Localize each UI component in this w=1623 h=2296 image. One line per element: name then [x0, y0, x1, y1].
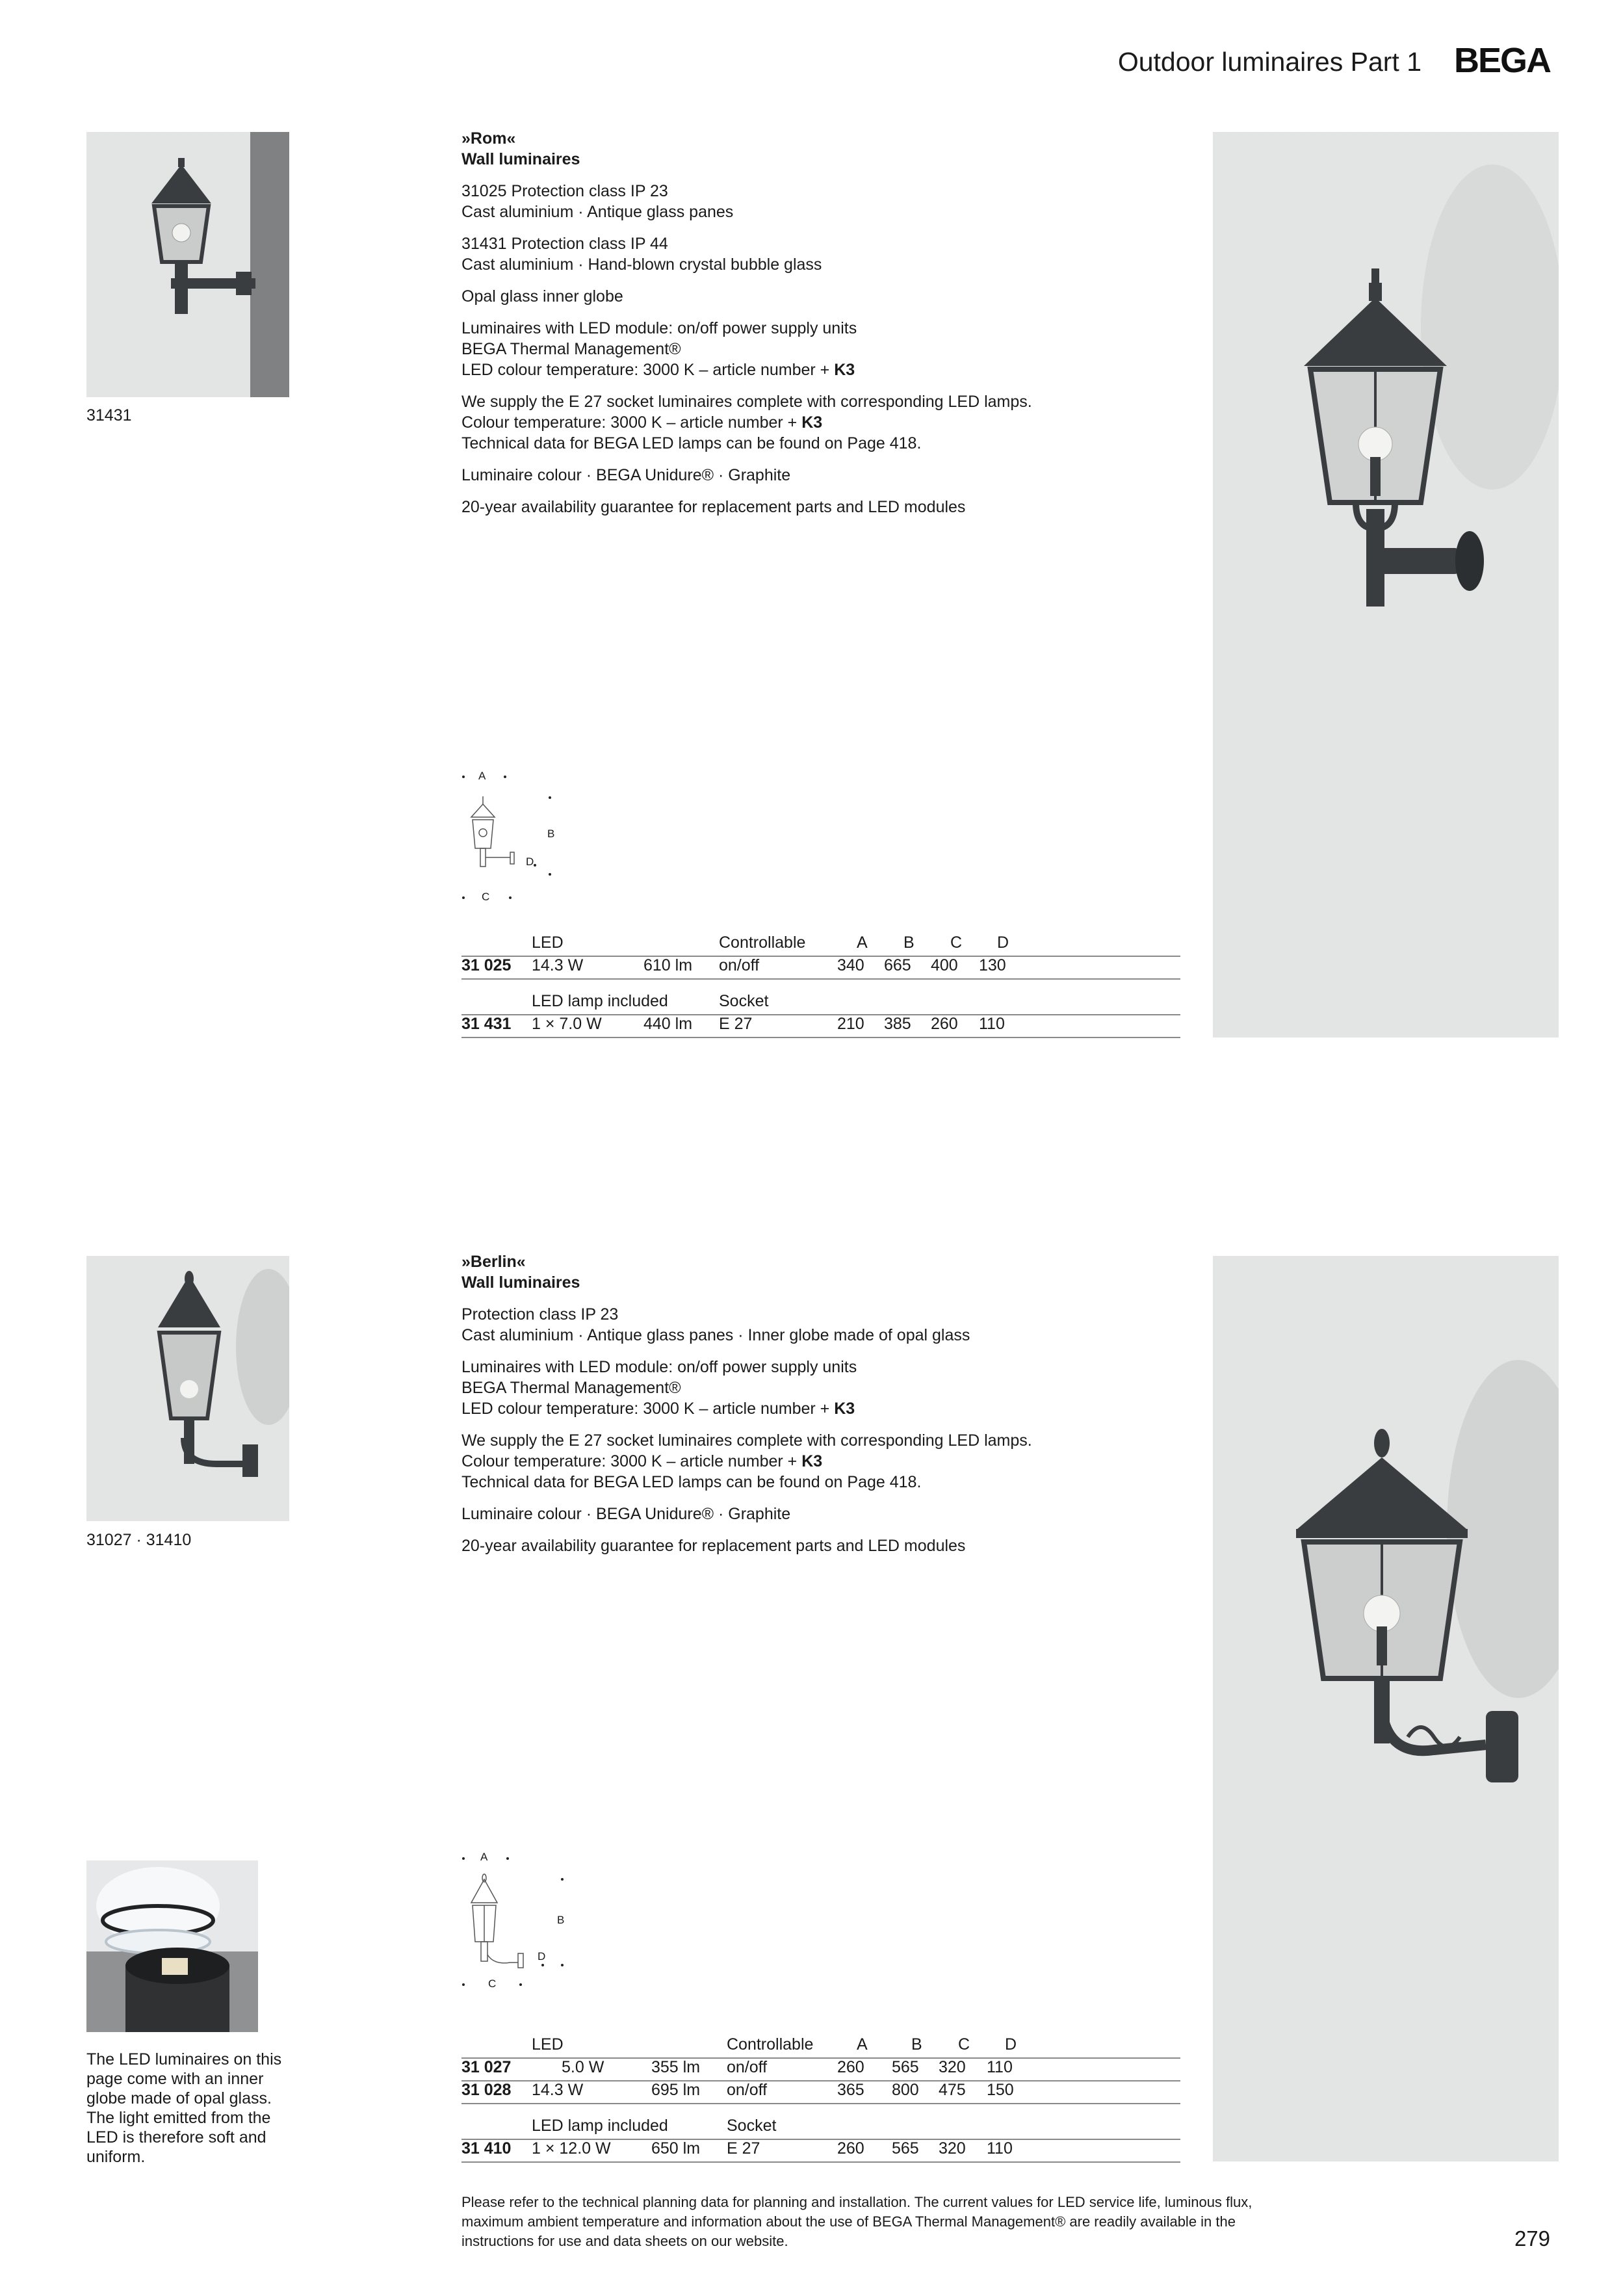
dim-d: 110 — [987, 2139, 1013, 2158]
power: 14.3 W — [532, 956, 584, 974]
controllable: on/off — [727, 2058, 768, 2076]
dim-a: 340 — [837, 956, 864, 974]
dim-c: 400 — [931, 956, 958, 974]
rom-spec-31025 — [461, 181, 1176, 222]
footer-note-line: maximum ambient temperature and information about the use of BEGA Thermal Management® are readily available in the — [461, 2213, 1236, 2230]
dim-a: 210 — [837, 1015, 864, 1033]
dim-label-d: D — [538, 1950, 546, 1963]
berlin-lamp-line: We supply the E 27 socket luminaires complete with corresponding LED lamps. — [461, 1431, 1032, 1450]
rom-thumbnail-caption: 31431 — [86, 406, 132, 424]
dim-a: 260 — [837, 2058, 864, 2076]
table-header-row — [461, 2117, 1180, 2139]
table-row — [461, 2139, 1180, 2162]
power: 5.0 W — [562, 2058, 604, 2076]
dim-b: 565 — [892, 2058, 919, 2076]
rom-led-line: Luminaires with LED module: on/off power supply units — [461, 319, 857, 337]
dim-label-d: D — [526, 855, 534, 868]
dim-label-b: B — [557, 1914, 565, 1926]
article-number: 31 028 — [461, 2081, 512, 2099]
rom-subtitle: Wall luminaires — [461, 150, 580, 168]
rom-led-line: BEGA Thermal Management® — [461, 340, 681, 358]
rom-title: »Rom« — [461, 129, 516, 148]
footer-note-line: Please refer to the technical planning data for planning and installation. The current values for LED service life, luminous flux, — [461, 2194, 1253, 2210]
dim-b: 565 — [892, 2139, 919, 2158]
rom-led-line: LED colour temperature: 3000 K – article number + K3 — [461, 361, 855, 379]
col-header-led: LED — [532, 2035, 564, 2054]
rom-spec-31431 — [461, 233, 1176, 275]
dim-label-c: C — [482, 891, 490, 903]
dim-c: 260 — [931, 1015, 958, 1033]
dim-c: 475 — [939, 2081, 966, 2099]
berlin-spec-table — [461, 2035, 1180, 2162]
table-header-row — [461, 2035, 1180, 2058]
col-header-c: C — [958, 2035, 970, 2054]
berlin-led-info — [461, 1357, 1176, 1419]
berlin-led-line: BEGA Thermal Management® — [461, 1379, 681, 1397]
table-header-row — [461, 992, 1180, 1015]
berlin-colour: Luminaire colour · BEGA Unidure® · Graphite — [461, 1505, 791, 1523]
berlin-thumbnail-photo — [86, 1256, 289, 1521]
power: 1 × 12.0 W — [532, 2139, 611, 2158]
dim-a: 365 — [837, 2081, 864, 2099]
socket: E 27 — [719, 1015, 753, 1033]
rom-lamp-line: Colour temperature: 3000 K – article number + K3 — [461, 413, 823, 432]
luminous-flux: 355 lm — [651, 2058, 701, 2076]
dim-b: 385 — [884, 1015, 911, 1033]
luminous-flux: 440 lm — [643, 1015, 693, 1033]
rom-colour: Luminaire colour · BEGA Unidure® · Graphite — [461, 466, 791, 484]
rom-guarantee: 20-year availability guarantee for replacement parts and LED modules — [461, 498, 966, 516]
rom-thumbnail-photo — [86, 132, 289, 397]
dim-d: 110 — [979, 1015, 1005, 1033]
rom-description — [461, 128, 1176, 528]
article-number: 31 027 — [461, 2058, 512, 2076]
table-header-row — [461, 933, 1180, 956]
berlin-guarantee: 20-year availability guarantee for replacement parts and LED modules — [461, 1537, 966, 1555]
table-divider — [461, 978, 1180, 980]
col-header-d: D — [1005, 2035, 1017, 2054]
col-header-controllable: Controllable — [727, 2035, 814, 2054]
rom-product-photo — [1213, 132, 1559, 1037]
table-row — [461, 1015, 1180, 1037]
berlin-spec-line: Protection class IP 23 — [461, 1305, 619, 1324]
dim-d: 130 — [979, 956, 1006, 974]
dim-b: 800 — [892, 2081, 919, 2099]
berlin-title: »Berlin« — [461, 1253, 526, 1271]
col-header-led: LED — [532, 933, 564, 952]
col-header-socket: Socket — [719, 992, 769, 1010]
dim-c: 320 — [939, 2058, 966, 2076]
rom-led-info — [461, 318, 1176, 380]
led-module-photo — [86, 1860, 258, 2032]
dim-label-a: A — [478, 770, 486, 782]
dim-label-b: B — [547, 828, 555, 840]
table-divider — [461, 2103, 1180, 2104]
berlin-spec-line: Cast aluminium · Antique glass panes · Inner globe made of opal glass — [461, 1326, 970, 1344]
dim-c: 320 — [939, 2139, 966, 2158]
rom-dimension-drawing — [458, 770, 562, 907]
table-row — [461, 2081, 1180, 2104]
controllable: on/off — [727, 2081, 768, 2099]
berlin-lamp-line: Technical data for BEGA LED lamps can be found on Page 418. — [461, 1473, 922, 1491]
side-note-line: page come with an inner — [86, 2070, 264, 2088]
side-note-line: The light emitted from the — [86, 2109, 271, 2127]
footer-note — [461, 2193, 1371, 2251]
table-row — [461, 956, 1180, 979]
rom-lamp-line: We supply the E 27 socket luminaires complete with corresponding LED lamps. — [461, 393, 1032, 411]
col-header-lamp: LED lamp included — [532, 2117, 668, 2135]
rom-lamp-line: Technical data for BEGA LED lamps can be found on Page 418. — [461, 434, 922, 452]
table-divider — [461, 1037, 1180, 1038]
col-header-socket: Socket — [727, 2117, 777, 2135]
col-header-a: A — [857, 2035, 868, 2054]
rom-spec-line: 31025 Protection class IP 23 — [461, 182, 668, 200]
controllable: on/off — [719, 956, 760, 974]
power: 1 × 7.0 W — [532, 1015, 602, 1033]
article-number: 31 410 — [461, 2139, 512, 2158]
side-note-line: LED is therefore soft and — [86, 2128, 266, 2146]
luminous-flux: 650 lm — [651, 2139, 701, 2158]
rom-lamp-info — [461, 391, 1176, 454]
rom-spec-line: Cast aluminium · Hand-blown crystal bubble glass — [461, 255, 822, 274]
power: 14.3 W — [532, 2081, 584, 2099]
page-header-title: Outdoor luminaires Part 1 — [1117, 47, 1422, 77]
berlin-led-line: LED colour temperature: 3000 K – article number + K3 — [461, 1400, 855, 1418]
berlin-lamp-line: Colour temperature: 3000 K – article number + K3 — [461, 1452, 823, 1470]
col-header-lamp: LED lamp included — [532, 992, 668, 1010]
led-side-note — [86, 2050, 294, 2167]
dim-label-c: C — [488, 1977, 497, 1990]
col-header-c: C — [950, 933, 963, 952]
article-number: 31 431 — [461, 1015, 512, 1033]
berlin-spec — [461, 1304, 1176, 1346]
col-header-d: D — [997, 933, 1009, 952]
dim-b: 665 — [884, 956, 911, 974]
col-header-b: B — [903, 933, 915, 952]
rom-spec-line: Cast aluminium · Antique glass panes — [461, 203, 734, 221]
berlin-led-line: Luminaires with LED module: on/off power supply units — [461, 1358, 857, 1376]
berlin-product-photo — [1213, 1256, 1559, 2161]
berlin-description — [461, 1251, 1176, 1567]
rom-spec-line: 31431 Protection class IP 44 — [461, 235, 668, 253]
col-header-a: A — [857, 933, 868, 952]
berlin-thumbnail-caption: 31027 · 31410 — [86, 1531, 192, 1549]
dim-a: 260 — [837, 2139, 864, 2158]
luminous-flux: 610 lm — [643, 956, 693, 974]
rom-inner-globe: Opal glass inner globe — [461, 287, 623, 306]
page-number: 279 — [1514, 2226, 1550, 2250]
table-divider — [461, 2161, 1180, 2163]
berlin-subtitle: Wall luminaires — [461, 1273, 580, 1292]
col-header-b: B — [911, 2035, 922, 2054]
socket: E 27 — [727, 2139, 760, 2158]
rom-spec-table — [461, 933, 1180, 1037]
col-header-controllable: Controllable — [719, 933, 806, 952]
side-note-line: globe made of opal glass. — [86, 2089, 272, 2107]
dim-label-a: A — [480, 1851, 488, 1863]
side-note-line: uniform. — [86, 2148, 146, 2166]
footer-note-line: instructions for use and data sheets on our website. — [461, 2233, 788, 2249]
side-note-line: The LED luminaires on this — [86, 2050, 282, 2068]
table-row — [461, 2058, 1180, 2081]
dim-d: 150 — [987, 2081, 1014, 2099]
berlin-lamp-info — [461, 1430, 1176, 1493]
luminous-flux: 695 lm — [651, 2081, 701, 2099]
berlin-dimension-drawing — [458, 1851, 572, 1994]
dim-d: 110 — [987, 2058, 1013, 2076]
bega-logo: BEGA — [1453, 41, 1550, 80]
article-number: 31 025 — [461, 956, 512, 974]
